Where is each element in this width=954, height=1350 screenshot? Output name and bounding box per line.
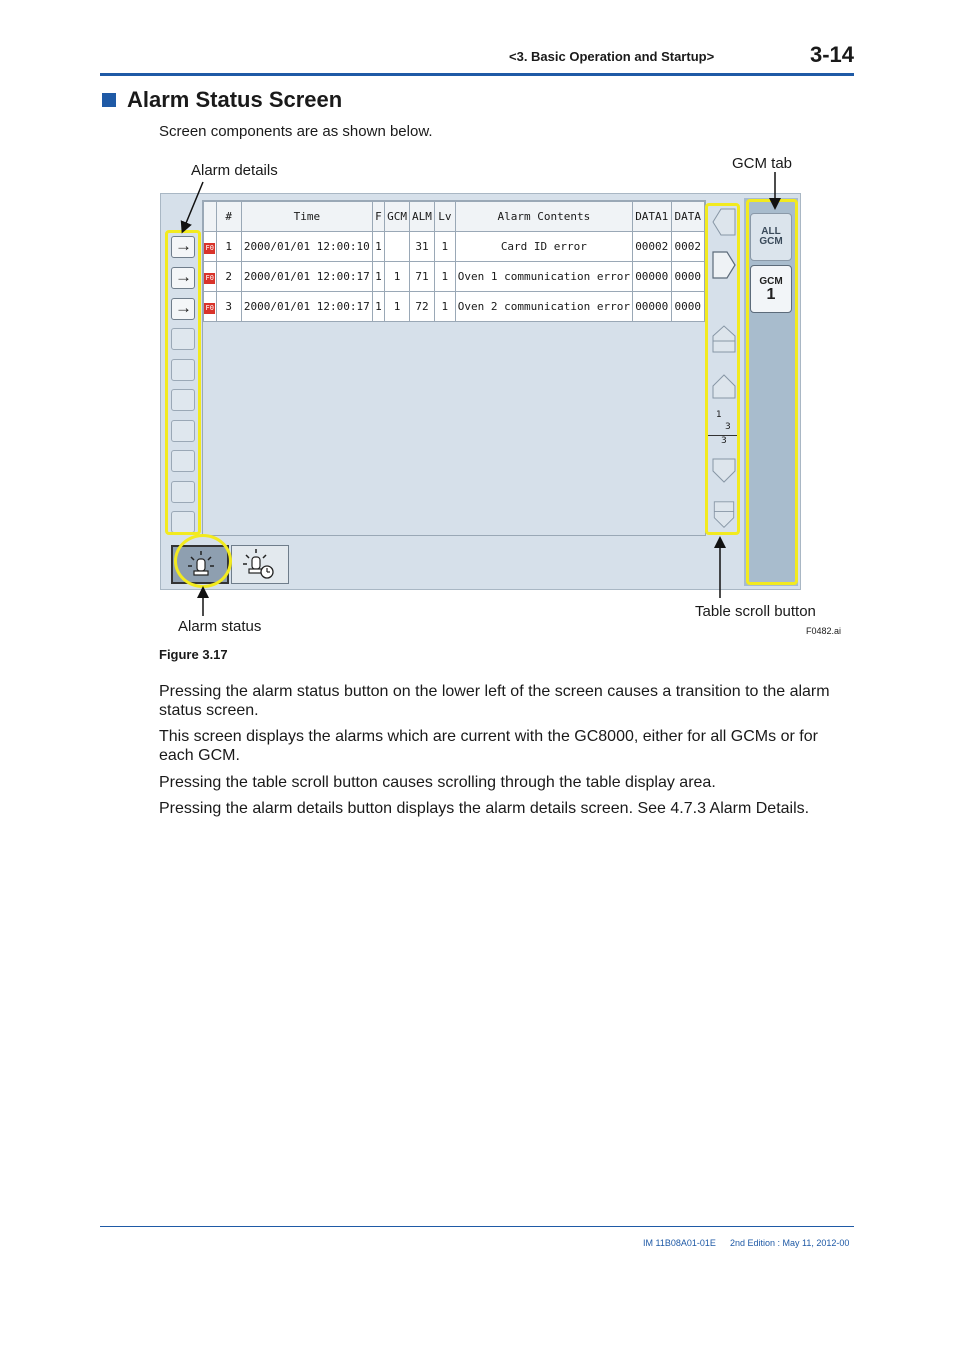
page-number: 3-14: [810, 42, 855, 67]
cell-data2: 0002: [671, 232, 704, 262]
col-f: F: [372, 202, 384, 232]
cell-number: 2: [216, 262, 241, 292]
cell-time: 2000/01/01 12:00:10: [241, 232, 372, 262]
intro-text: Screen components are as shown below.: [159, 123, 433, 140]
cell-data2: 0000: [671, 262, 704, 292]
col-data1: DATA1: [632, 202, 671, 232]
alarm-badge-icon: F0: [204, 262, 217, 292]
footer-rule: [100, 1226, 854, 1227]
cell-time: 2000/01/01 12:00:17: [241, 262, 372, 292]
cell-time: 2000/01/01 12:00:17: [241, 292, 372, 322]
footer-edition: 2nd Edition : May 11, 2012-00: [730, 1238, 850, 1248]
cell-contents: Oven 1 communication error: [455, 262, 632, 292]
section-title: Alarm Status Screen: [127, 87, 343, 112]
cell-data2: 0000: [671, 292, 704, 322]
paragraph-1: Pressing the alarm status button on the lower left of the screen causes a transition to the alarm status screen.: [159, 683, 830, 719]
cell-lv: 1: [434, 262, 455, 292]
page-current: 1: [716, 410, 722, 420]
callout-gcm-tab: GCM tab: [732, 155, 793, 172]
alarm-badge-icon: F0: [204, 292, 217, 322]
running-header-section: <3. Basic Operation and Startup>: [509, 49, 715, 64]
cell-alm: 71: [410, 262, 435, 292]
cell-f: 1: [372, 232, 384, 262]
cell-lv: 1: [434, 232, 455, 262]
cell-gcm: 1: [385, 292, 410, 322]
cell-contents: Oven 2 communication error: [455, 292, 632, 322]
cell-f: 1: [372, 292, 384, 322]
col-alm: ALM: [410, 202, 435, 232]
paragraph-3: Pressing the table scroll button causes scrolling through the table display area.: [159, 774, 716, 791]
cell-contents: Card ID error: [455, 232, 632, 262]
callout-alarm-details: Alarm details: [191, 162, 278, 179]
alarm-badge-icon: F0: [204, 232, 217, 262]
callout-table-scroll: Table scroll button: [695, 603, 816, 620]
col-time: Time: [241, 202, 372, 232]
figure-file-name: F0482.ai: [806, 626, 842, 636]
footer-document-number: IM 11B08A01-01E: [643, 1238, 716, 1248]
col-alarm-contents: Alarm Contents: [455, 202, 632, 232]
tab-all-line2: GCM: [759, 236, 783, 247]
cell-lv: 1: [434, 292, 455, 322]
cell-alm: 72: [410, 292, 435, 322]
col-data2: DATA: [671, 202, 704, 232]
arrow-right-icon: →: [175, 298, 192, 317]
col-number: #: [216, 202, 241, 232]
cell-f: 1: [372, 262, 384, 292]
cell-number: 3: [216, 292, 241, 322]
tab-all-line1: ALL: [761, 226, 781, 237]
arrow-right-icon: →: [175, 236, 192, 255]
cell-data1: 00002: [632, 232, 671, 262]
col-gcm: GCM: [385, 202, 410, 232]
paragraph-4: Pressing the alarm details button displays the alarm details screen. See 4.7.3 Alarm Details.: [159, 800, 810, 817]
cell-data1: 00000: [632, 292, 671, 322]
figure-label: Figure 3.17: [159, 647, 228, 662]
callout-alarm-status: Alarm status: [178, 618, 262, 635]
cell-alm: 31: [410, 232, 435, 262]
paragraph-2: This screen displays the alarms which are current with the GC8000, either for all GCMs or for each GCM.: [159, 728, 818, 764]
page-mid: 3: [725, 422, 731, 432]
cell-number: 1: [216, 232, 241, 262]
tab-gcm-label: GCM: [759, 276, 783, 287]
cell-gcm: 1: [385, 262, 410, 292]
arrow-right-icon: →: [175, 267, 192, 286]
page-total: 3: [721, 436, 727, 446]
cell-data1: 00000: [632, 262, 671, 292]
tab-gcm-number: 1: [766, 286, 776, 303]
col-lv: Lv: [434, 202, 455, 232]
